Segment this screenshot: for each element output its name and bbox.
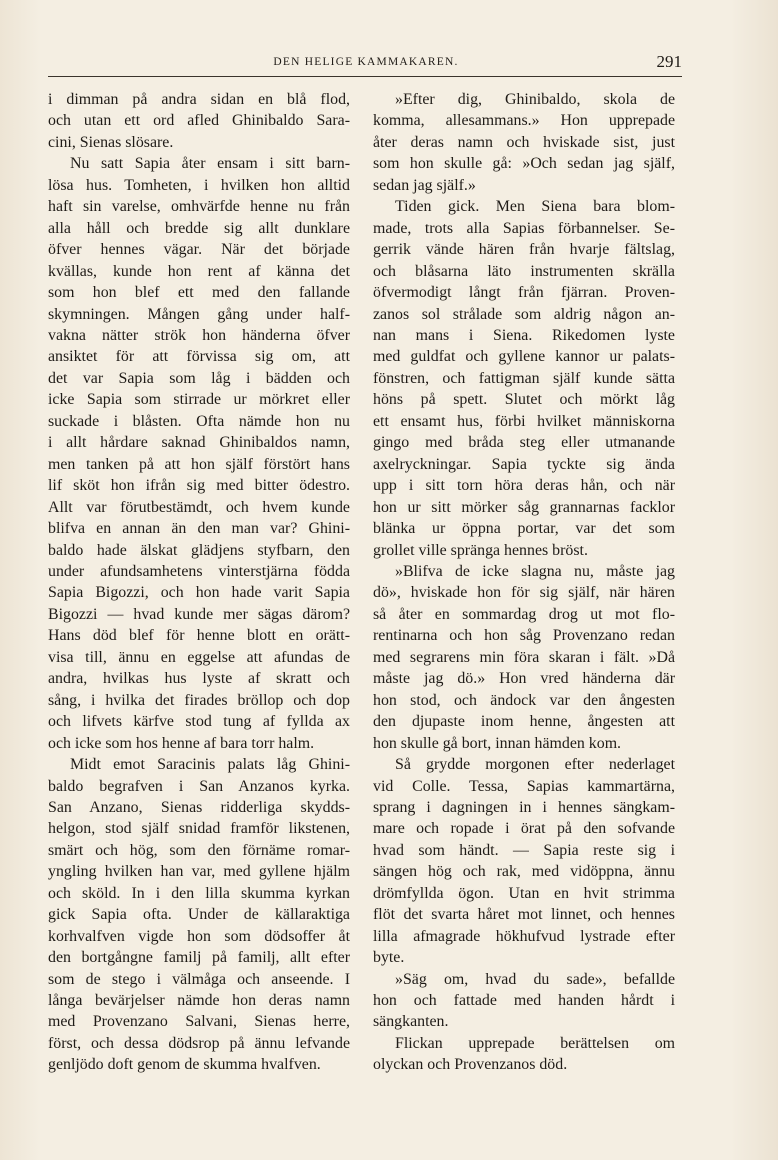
text-line: och utan ett ord afled Ghinibaldo Sara- [48, 112, 350, 130]
text-line: hon och fattade med handen hårdt i [373, 992, 675, 1010]
text-line: det var Sapia som låg i bädden och [48, 369, 350, 387]
text-line: skymningen. Mången gång under half- [48, 305, 350, 323]
text-line: Midt emot Saracinis palats låg Ghini- [70, 756, 350, 774]
text-line: så åter en sommardag drog ut mot flo- [373, 605, 675, 623]
text-line: sängkanten. [373, 1013, 449, 1031]
text-line: zanos sol strålade som aldrig någon an- [373, 305, 675, 323]
text-line: Hans död blef för henne blott en orätt- [48, 627, 350, 645]
text-line: »Blifva de icke slagna nu, måste jag [395, 562, 675, 580]
text-line: vid Colle. Tessa, Sapias kammartärna, [373, 777, 675, 795]
text-line: och icke som hos henne af bara torr halm. [48, 734, 315, 752]
text-line: fönstren, och fattigman själf kunde sätta [373, 369, 675, 387]
text-line: som de stego i välmåga och anseende. I [48, 970, 350, 988]
text-line: under afundsamhetens vinterstjärna födda [48, 562, 350, 580]
header-rule [48, 76, 682, 77]
text-line: icke Sapia som stirrade ur mörkret eller [48, 391, 350, 409]
text-line: made, trots alla Sapias förbannelser. Se- [373, 219, 675, 237]
left-text-column [48, 89, 350, 1076]
text-line: upp i sitt torn höra deras hån, och när [373, 477, 675, 495]
text-line: Flickan upprepade berättelsen om [395, 1034, 675, 1052]
text-line: sängen hög och rak, med vidöppna, ännu [373, 863, 675, 881]
text-line: byte. [373, 949, 405, 967]
text-line: mare och ropade i örat på den sofvande [373, 820, 675, 838]
text-line: kvällas, kunde hon rent af känna det [48, 262, 350, 280]
text-line: nan mans i Siena. Rikedomen lyste [373, 326, 675, 344]
text-line: blifva en annan än den man var? Ghini- [48, 520, 350, 538]
text-line: ett ensamt hus, förbi hvilket människorna [373, 412, 675, 430]
text-line: lösa hus. Tomheten, i hvilken hon alltid [48, 176, 350, 194]
text-line: i allt hårdare saknad Ghinibaldos namn, [48, 434, 350, 452]
text-line: cini, Sienas slösare. [48, 133, 174, 151]
text-line: helgon, stod själf snidad framför likstenen, [48, 820, 350, 838]
text-line: flöt det svarta håret mot linnet, och hennes [373, 906, 675, 924]
text-line: Sapia Bigozzi, och hon hade varit Sapia [48, 584, 350, 602]
text-line: först, och dessa dödsrop på ännu lefvande [48, 1034, 350, 1052]
text-line: men tanken på att hon själf förstört hans [48, 455, 350, 473]
text-line: med guldfat och gyllene kannor ur palats- [373, 348, 675, 366]
text-line: »Säg om, hvad du sade», befallde [395, 970, 675, 988]
text-line: rentinarna och hon såg Provenzano redan [373, 627, 675, 645]
text-line: baldo hade älskat glädjens styfbarn, den [48, 541, 350, 559]
text-line: den bortgångne familj på familj, allt efter [48, 949, 350, 967]
page-header [48, 52, 684, 74]
text-line: axelryckningar. Sapia tyckte sig ända [373, 455, 675, 473]
text-line: hon ur sitt mörker såg grannarnas facklor [373, 498, 675, 516]
text-line: Nu satt Sapia åter ensam i sitt barn- [70, 155, 350, 173]
text-line: »Efter dig, Ghinibaldo, skola de [395, 91, 675, 108]
text-line: visa till, ännu en eggelse att afundas de [48, 648, 350, 666]
text-line: den djupaste inom henne, ångesten att [373, 713, 675, 731]
text-line: åter deras namn och hviskade sist, just [373, 133, 675, 151]
text-line: hon stod, och ändock var den ångesten [373, 691, 675, 709]
text-line: sedan jag själf.» [373, 176, 476, 194]
text-line: ansiktet för att förvissa sig om, att [48, 348, 350, 366]
text-line: med Provenzano Salvani, Sienas herre, [48, 1013, 350, 1031]
text-line: som hon blef ett med den fallande [48, 284, 350, 302]
right-text-column [373, 89, 675, 1076]
text-line: gick Sapia ofta. Under de källaraktiga [48, 906, 350, 924]
text-line: blänka ur öppna portar, var det som [373, 520, 675, 538]
text-line: Tiden gick. Men Siena bara blom- [395, 198, 675, 216]
text-line: andra, hvilkas hus lyste af skratt och [48, 670, 350, 688]
text-line: lilla afmagrade hökhufvud lystrade efter [373, 927, 675, 945]
text-line: San Anzano, Sienas ridderliga skydds- [48, 798, 350, 816]
text-line: olyckan och Provenzanos död. [373, 1056, 568, 1074]
text-line: drömfyllda ögon. Utan en hvit strimma [373, 884, 675, 902]
text-line: vakna nätter strök hon händerna öfver [48, 326, 350, 344]
running-title: DEN HELIGE KAMMAKAREN. [273, 56, 459, 68]
text-line: öfvermodigt långt från fjärran. Proven- [373, 284, 675, 302]
text-line: som hon skulle gå: »Och sedan jag själf, [373, 155, 675, 173]
page-number: 291 [656, 52, 682, 71]
text-line: korhvalfven vigde hon som dödsoffer åt [48, 927, 350, 945]
text-line: hon skulle gå bort, innan hämden kom. [373, 734, 622, 752]
text-line: lif sköt hon ifrån sig med bitter ödestro. [48, 477, 350, 495]
text-line: dö», hviskade hon för sig själf, när hären [373, 584, 675, 602]
text-line: gerrik vände hären från hvarje fältslag, [373, 241, 675, 259]
text-line: långa bevärjelser nämde hon deras namn [48, 992, 350, 1010]
text-line: alla håll och bredde sig allt dunklare [48, 219, 350, 237]
text-line: sprang i dagningen in i hennes sängkam- [373, 798, 675, 816]
text-line: Allt var förutbestämdt, och hvem kunde [48, 498, 350, 516]
text-line: höns på spett. Slutet och mörkt låg [373, 391, 675, 409]
text-line: och lifvets kärfve stod tung af fyllda ax [48, 713, 350, 731]
text-line: haft sin varelse, omhvärfde henne nu från [48, 198, 350, 216]
text-line: genljödo doft genom de skumma hvalfven. [48, 1056, 321, 1074]
text-line: i dimman på andra sidan en blå flod, [48, 91, 350, 108]
text-line: gingo med bråda steg eller utmanande [373, 434, 675, 452]
text-line: smärt och hög, som den förnäme romar- [48, 841, 350, 859]
text-line: sång, i hvilka det firades bröllop och dop [48, 691, 350, 709]
text-line: komma, allesammans.» Hon upprepade [373, 112, 675, 130]
text-line: öfver hennes vägar. När det började [48, 241, 350, 259]
text-line: Så grydde morgonen efter nederlaget [395, 756, 675, 774]
text-line: måste jag dö.» Hon vred händerna där [373, 670, 675, 688]
text-line: grollet ville spränga hennes bröst. [373, 541, 588, 559]
text-line: hvad som händt. — Sapia reste sig i [373, 841, 675, 859]
text-line: suckade i blåsten. Ofta nämde hon nu [48, 412, 350, 430]
text-line: och sköld. In i den lilla skumma kyrkan [48, 884, 350, 902]
text-line: och blåsarna läto instrumenten skrälla [373, 262, 675, 280]
text-line: Bigozzi — hvad kunde mer sägas därom? [48, 605, 350, 623]
text-line: yngling hvilken han var, med gyllene hjälm [48, 863, 350, 881]
text-line: med segrarens min föra skaran i fält. »Då [373, 648, 675, 666]
text-line: baldo begrafven i San Anzanos kyrka. [48, 777, 350, 795]
